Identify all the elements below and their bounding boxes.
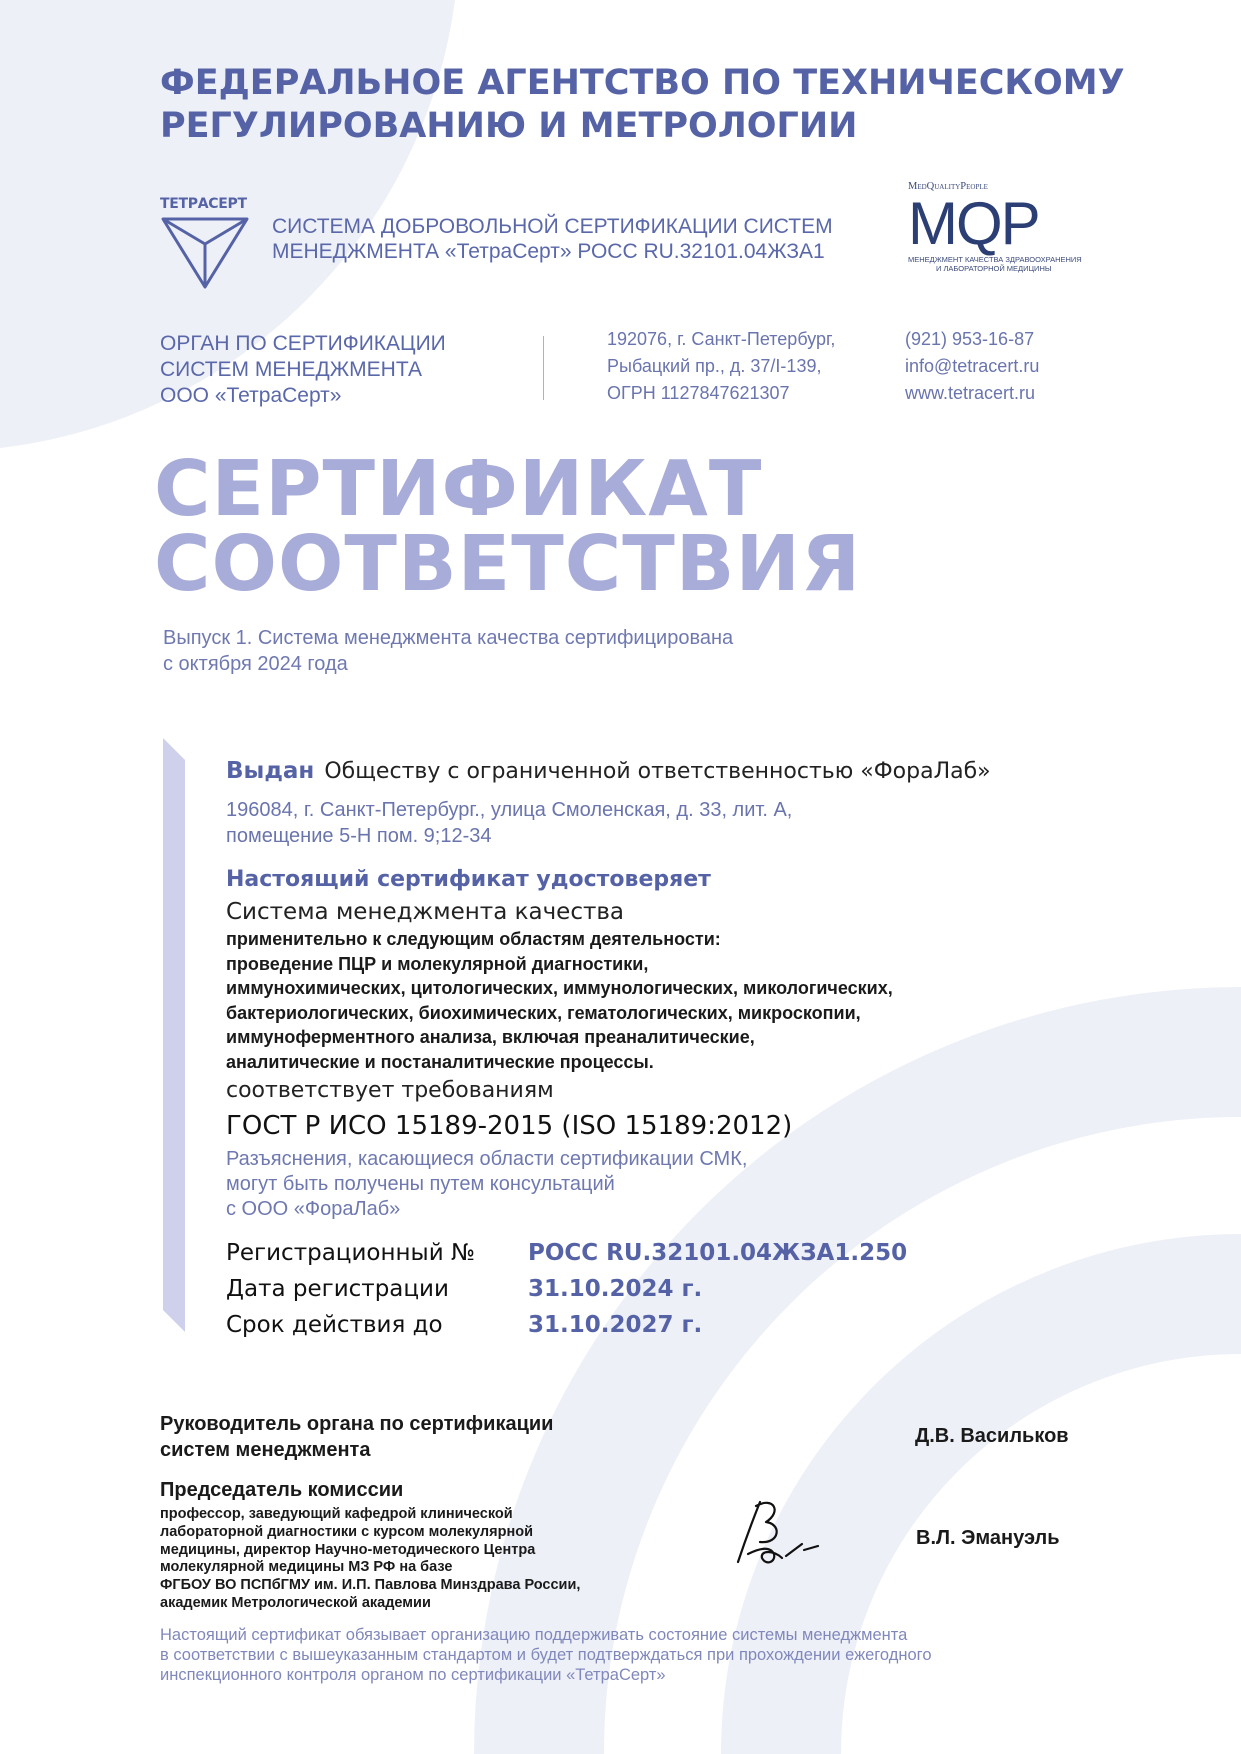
issued-label: Выдан <box>226 758 315 784</box>
valid-until-label: Срок действия до <box>226 1312 443 1338</box>
issued-line <box>226 756 1126 787</box>
mqp-logo-caption-line2: И ЛАБОРАТОРНОЙ МЕДИЦИНЫ <box>936 264 1052 273</box>
chair-description-line: ФГБОУ ВО ПСПбГМУ им. И.П. Павлова Минздрава России, <box>160 1577 581 1594</box>
chair-name: В.Л. Эмануэль <box>916 1527 1060 1549</box>
explanation-line: Разъяснения, касающиеся области сертификации СМК, <box>226 1148 748 1170</box>
issued-block <box>226 756 1126 849</box>
certifies-heading: Настоящий сертификат удостоверяет <box>226 867 711 892</box>
explanation-line: могут быть получены путем консультаций <box>226 1173 615 1195</box>
certification-system <box>272 214 912 264</box>
standard-reference: ГОСТ Р ИСО 15189-2015 (ISO 15189:2012) <box>226 1111 793 1141</box>
scope-line: аналитические и постаналитические процессы. <box>226 1051 654 1072</box>
chair-description-line: молекулярной медицины МЗ РФ на базе <box>160 1559 453 1576</box>
mqp-logo-caption-line1: МЕНЕДЖМЕНТ КАЧЕСТВА ЗДРАВООХРАНЕНИЯ <box>908 255 1082 264</box>
agency-title-line1: ФЕДЕРАЛЬНОЕ АГЕНТСТВО ПО ТЕХНИЧЕСКОМУ <box>160 63 1125 103</box>
explanation-note <box>226 1147 1126 1222</box>
scope-line: применительно к следующим областям деятельности: <box>226 929 721 949</box>
mqp-logo-letters: MQP <box>908 190 1039 257</box>
head-signatory-title-line1: Руководитель органа по сертификации <box>160 1413 554 1435</box>
certification-body-line3: ООО «ТетраСерт» <box>160 384 342 407</box>
scope-line: иммуноферментного анализа, включая преаналитические, <box>226 1027 755 1047</box>
contact-email: info@tetracert.ru <box>905 356 1040 376</box>
management-system: Система менеджмента качества <box>226 899 625 925</box>
issued-company-name: Обществу с ограниченной ответственностью «ФораЛаб» <box>324 759 991 784</box>
chair-description-line: академик Метрологической академии <box>160 1594 431 1611</box>
registration-number: РОСС RU.32101.04ЖЗА1.250 <box>528 1240 908 1266</box>
registration-date: 31.10.2024 г. <box>528 1276 703 1302</box>
accent-bar <box>163 738 185 1332</box>
certificate-title-line2: СООТВЕТСТВИЯ <box>154 520 862 609</box>
body-address-line3: ОГРН 1127847621307 <box>607 383 790 403</box>
body-address-line2: Рыбацкий пр., д. 37/I-139, <box>607 356 822 376</box>
issue-info <box>163 625 733 677</box>
footer-note-line2: в соответствии с вышеуказанным стандартом и будет подтверждаться при прохождении ежегодного <box>160 1646 932 1664</box>
certification-system-line1: СИСТЕМА ДОБРОВОЛЬНОЙ СЕРТИФИКАЦИИ СИСТЕМ <box>272 215 833 238</box>
explanation-line: с ООО «ФораЛаб» <box>226 1198 401 1220</box>
certificate-title-line1: СЕРТИФИКАТ <box>154 445 763 534</box>
issue-info-line2: с октября 2024 года <box>163 653 348 675</box>
body-address <box>607 326 835 407</box>
mqp-logo <box>908 181 1088 273</box>
head-signatory-title <box>160 1411 553 1463</box>
complies-heading: соответствует требованиям <box>226 1078 554 1103</box>
certification-body-line2: СИСТЕМ МЕНЕДЖМЕНТА <box>160 358 422 381</box>
chair-description-line: медицины, директор Научно-методического Центра <box>160 1541 536 1558</box>
body-address-line1: 192076, г. Санкт-Петербург, <box>607 329 836 349</box>
scope-line: бактериологических, биохимических, гематологических, микроскопии, <box>226 1002 861 1023</box>
issued-address-line1: 196084, г. Санкт-Петербург., улица Смоленская, д. 33, лит. А, <box>226 799 793 821</box>
mqp-logo-tagline: MedQualityPeople <box>908 181 988 192</box>
certification-system-line2: МЕНЕДЖМЕНТА «ТетраСерт» РОСС RU.32101.04ЖЗА1 <box>272 240 825 263</box>
chair-description-line: профессор, заведующий кафедрой клинической <box>160 1506 513 1522</box>
background-ring-inner <box>781 1294 1241 1754</box>
certification-body-line1: ОРГАН ПО СЕРТИФИКАЦИИ <box>160 332 446 355</box>
tetracert-logo-label: ТЕТРАСЕРТ <box>160 196 247 212</box>
chair-description-line: лабораторной диагностики с курсом молекулярной <box>160 1523 533 1540</box>
scope-line: проведение ПЦР и молекулярной диагностики, <box>226 953 649 974</box>
head-signatory-name: Д.В. Васильков <box>915 1425 1069 1447</box>
certification-body <box>160 331 446 409</box>
footer-note-line1: Настоящий сертификат обязывает организацию поддерживать состояние системы менеджмента <box>160 1626 908 1644</box>
registration-number-label: Регистрационный № <box>226 1240 475 1266</box>
body-contacts <box>905 326 1039 407</box>
issue-info-line1: Выпуск 1. Система менеджмента качества сертифицирована <box>163 627 734 649</box>
registration-date-label: Дата регистрации <box>226 1276 449 1302</box>
footer-note-line3: инспекционного контроля органом по сертификации «ТетраСерт» <box>160 1666 666 1684</box>
handwritten-signature <box>730 1492 820 1572</box>
certificate-title <box>154 445 862 609</box>
valid-until-date: 31.10.2027 г. <box>528 1312 703 1338</box>
head-signatory-title-line2: систем менеджмента <box>160 1439 371 1461</box>
tetracert-logo <box>160 196 250 288</box>
scope-line: иммунохимических, цитологических, иммунологических, микологических, <box>226 978 893 998</box>
scope-list <box>226 927 1126 1074</box>
contact-phone: (921) 953-16-87 <box>905 329 1035 349</box>
contact-website: www.tetracert.ru <box>905 383 1036 403</box>
agency-title <box>160 62 1160 148</box>
certificate-body <box>226 865 1126 1222</box>
agency-title-line2: РЕГУЛИРОВАНИЮ И МЕТРОЛОГИИ <box>160 106 858 146</box>
tetrahedron-icon <box>160 214 250 290</box>
chair-description <box>160 1506 660 1613</box>
footer-note <box>160 1625 1120 1685</box>
chair-title: Председатель комиссии <box>160 1479 404 1501</box>
divider <box>543 336 544 400</box>
issued-address-line2: помещение 5-Н пом. 9;12-34 <box>226 825 492 847</box>
